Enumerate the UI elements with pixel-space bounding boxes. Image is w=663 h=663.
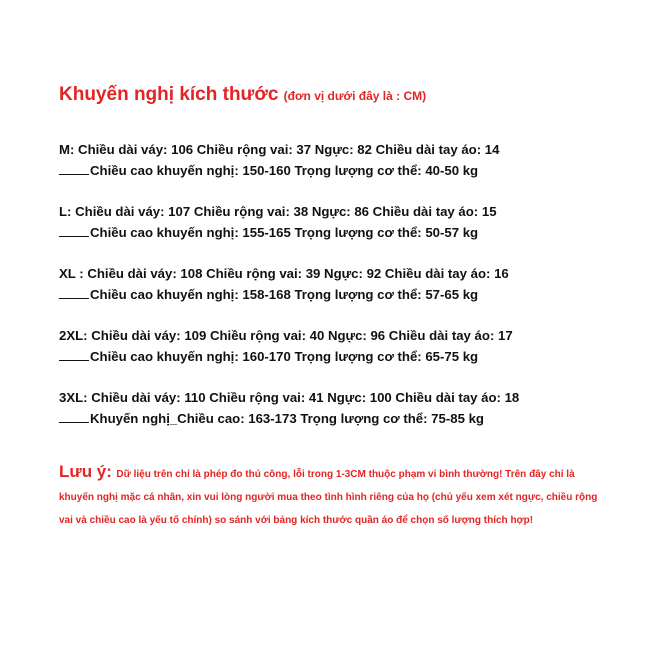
underline-mark — [59, 162, 89, 175]
title-main: Khuyến nghị kích thước — [59, 84, 279, 105]
page-title — [59, 84, 426, 106]
size-recommendation-text: Chiều cao khuyến nghị: 160-170 Trọng lượng cơ thể: 65-75 kg — [90, 349, 479, 364]
size-measurements: L: Chiều dài váy: 107 Chiều rộng vai: 38 Ngực: 86 Chiều dài tay áo: 15 — [59, 204, 497, 219]
size-entry-l — [59, 201, 497, 243]
size-entry-3xl — [59, 387, 519, 429]
size-recommendation — [59, 222, 497, 243]
underline-mark — [59, 410, 89, 423]
size-measurements: 2XL: Chiều dài váy: 109 Chiều rộng vai: 40 Ngực: 96 Chiều dài tay áo: 17 — [59, 328, 513, 343]
size-measurements: 3XL: Chiều dài váy: 110 Chiều rộng vai: 41 Ngực: 100 Chiều dài tay áo: 18 — [59, 390, 520, 405]
size-recommendation-text: Khuyến nghị_Chiều cao: 163-173 Trọng lượng cơ thể: 75-85 kg — [90, 411, 484, 426]
size-entry-2xl — [59, 325, 513, 367]
note-heading: Lưu ý: — [59, 462, 112, 481]
size-recommendation-text: Chiều cao khuyến nghị: 150-160 Trọng lượng cơ thể: 40-50 kg — [90, 163, 479, 178]
note-text: Dữ liệu trên chỉ là phép đo thủ công, lỗi trong 1-3CM thuộc phạm vi bình thường! Trên đây chỉ là khuyến nghị mặc cá nhân, xin vui lòng người mua theo tình hình riêng của họ (chủ yếu xem xét ngực, chiều rộng vai và chiều cao là yếu tố chính) so sánh với bảng kích thước quần áo để chọn số lượng thích hợp! — [59, 469, 598, 526]
size-recommendation — [59, 160, 499, 181]
size-entry-xl — [59, 263, 509, 305]
title-unit-note: (đơn vị dưới đây là : CM) — [283, 89, 427, 103]
size-recommendation — [59, 408, 519, 429]
size-recommendation — [59, 346, 513, 367]
underline-mark — [59, 224, 89, 237]
size-recommendation-text: Chiều cao khuyến nghị: 158-168 Trọng lượng cơ thể: 57-65 kg — [90, 287, 479, 302]
size-entry-m — [59, 139, 499, 181]
underline-mark — [59, 286, 89, 299]
size-measurements: M: Chiều dài váy: 106 Chiều rộng vai: 37 Ngực: 82 Chiều dài tay áo: 14 — [59, 142, 500, 157]
disclaimer-note — [59, 462, 607, 532]
underline-mark — [59, 348, 89, 361]
size-measurements: XL : Chiều dài váy: 108 Chiều rộng vai: 39 Ngực: 92 Chiều dài tay áo: 16 — [59, 266, 509, 281]
size-recommendation — [59, 284, 509, 305]
size-recommendation-text: Chiều cao khuyến nghị: 155-165 Trọng lượng cơ thể: 50-57 kg — [90, 225, 479, 240]
